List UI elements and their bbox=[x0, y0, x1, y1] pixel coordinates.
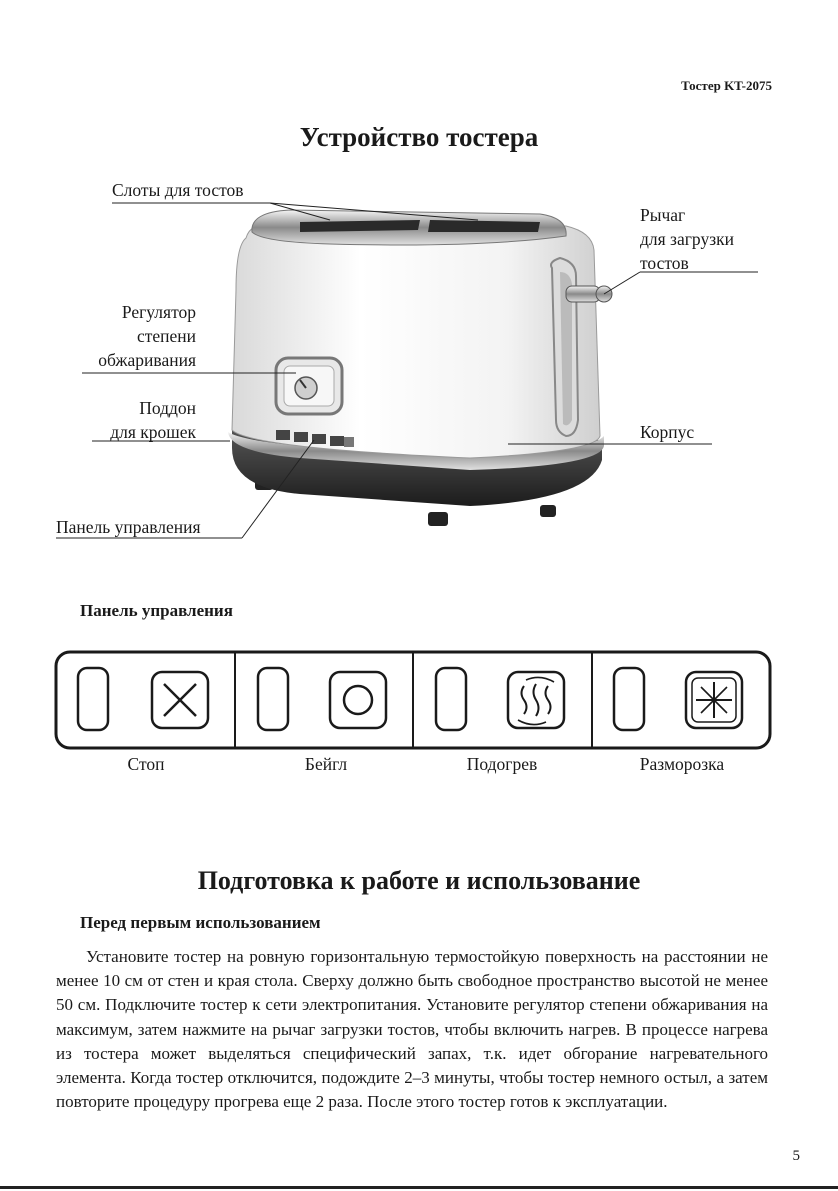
callout-lever-line3: тостов bbox=[640, 253, 689, 273]
callout-lever-line1: Рычаг bbox=[640, 205, 686, 225]
header-model: Тостер KT-2075 bbox=[681, 78, 772, 93]
body-paragraph bbox=[56, 945, 768, 1114]
bagel-circle-icon bbox=[330, 672, 386, 728]
subheading-first-use: Перед первым использованием bbox=[80, 913, 321, 932]
panel-label-defrost: Разморозка bbox=[639, 754, 725, 774]
panel-button-bagel bbox=[258, 668, 288, 730]
panel-label-stop: Стоп bbox=[127, 754, 165, 774]
panel-label-bagel: Бейгл bbox=[304, 754, 348, 774]
callout-slots: Слоты для тостов bbox=[112, 180, 244, 200]
reheat-waves-icon bbox=[508, 672, 564, 728]
callout-lever-line2: для загрузки bbox=[640, 229, 734, 249]
defrost-snowflake-icon bbox=[686, 672, 742, 728]
page-number: 5 bbox=[792, 1148, 800, 1164]
section-title-preparation: Подготовка к работе и использование bbox=[197, 866, 641, 895]
panel-button-reheat bbox=[436, 668, 466, 730]
callout-crumb-line2: для крошек bbox=[110, 422, 196, 442]
panel-button-defrost bbox=[614, 668, 644, 730]
panel-button-stop bbox=[78, 668, 108, 730]
section-title-device: Устройство тостера bbox=[299, 122, 539, 152]
callout-browning-line1: Регулятор bbox=[121, 302, 196, 322]
callout-browning-line3: обжаривания bbox=[98, 350, 196, 370]
callout-control-panel: Панель управления bbox=[56, 517, 201, 537]
callout-browning-line2: степени bbox=[136, 326, 196, 346]
stop-x-icon bbox=[152, 672, 208, 728]
paragraph-text: Установите тостер на ровную горизонтальную термостойкую поверхность на расстоянии не менее 10 см от стен и края стола. Сверху должно быть свободное пространство высотой не менее 50 см. Подключите тостер к сети электропитания. Установите регулятор степени обжаривания на максимум, затем нажмите на рычаг загрузки тостов, чтобы включить нагрев. В процессе нагрева из тостера может выделяться специфический запах, т.к. идет обгорание нагревательного элемента. Когда тостер отключится, подождите 2–3 минуты, чтобы тостер немного остыл, а затем повторите процедуру прогрева еще 2 раза. После этого тостер готов к эксплуатации. bbox=[56, 947, 768, 1112]
callout-crumb-line1: Поддон bbox=[139, 398, 196, 418]
panel-heading: Панель управления bbox=[80, 601, 233, 620]
bottom-rule bbox=[0, 1186, 838, 1189]
panel-label-reheat: Подогрев bbox=[466, 754, 538, 774]
callout-body: Корпус bbox=[640, 422, 695, 442]
